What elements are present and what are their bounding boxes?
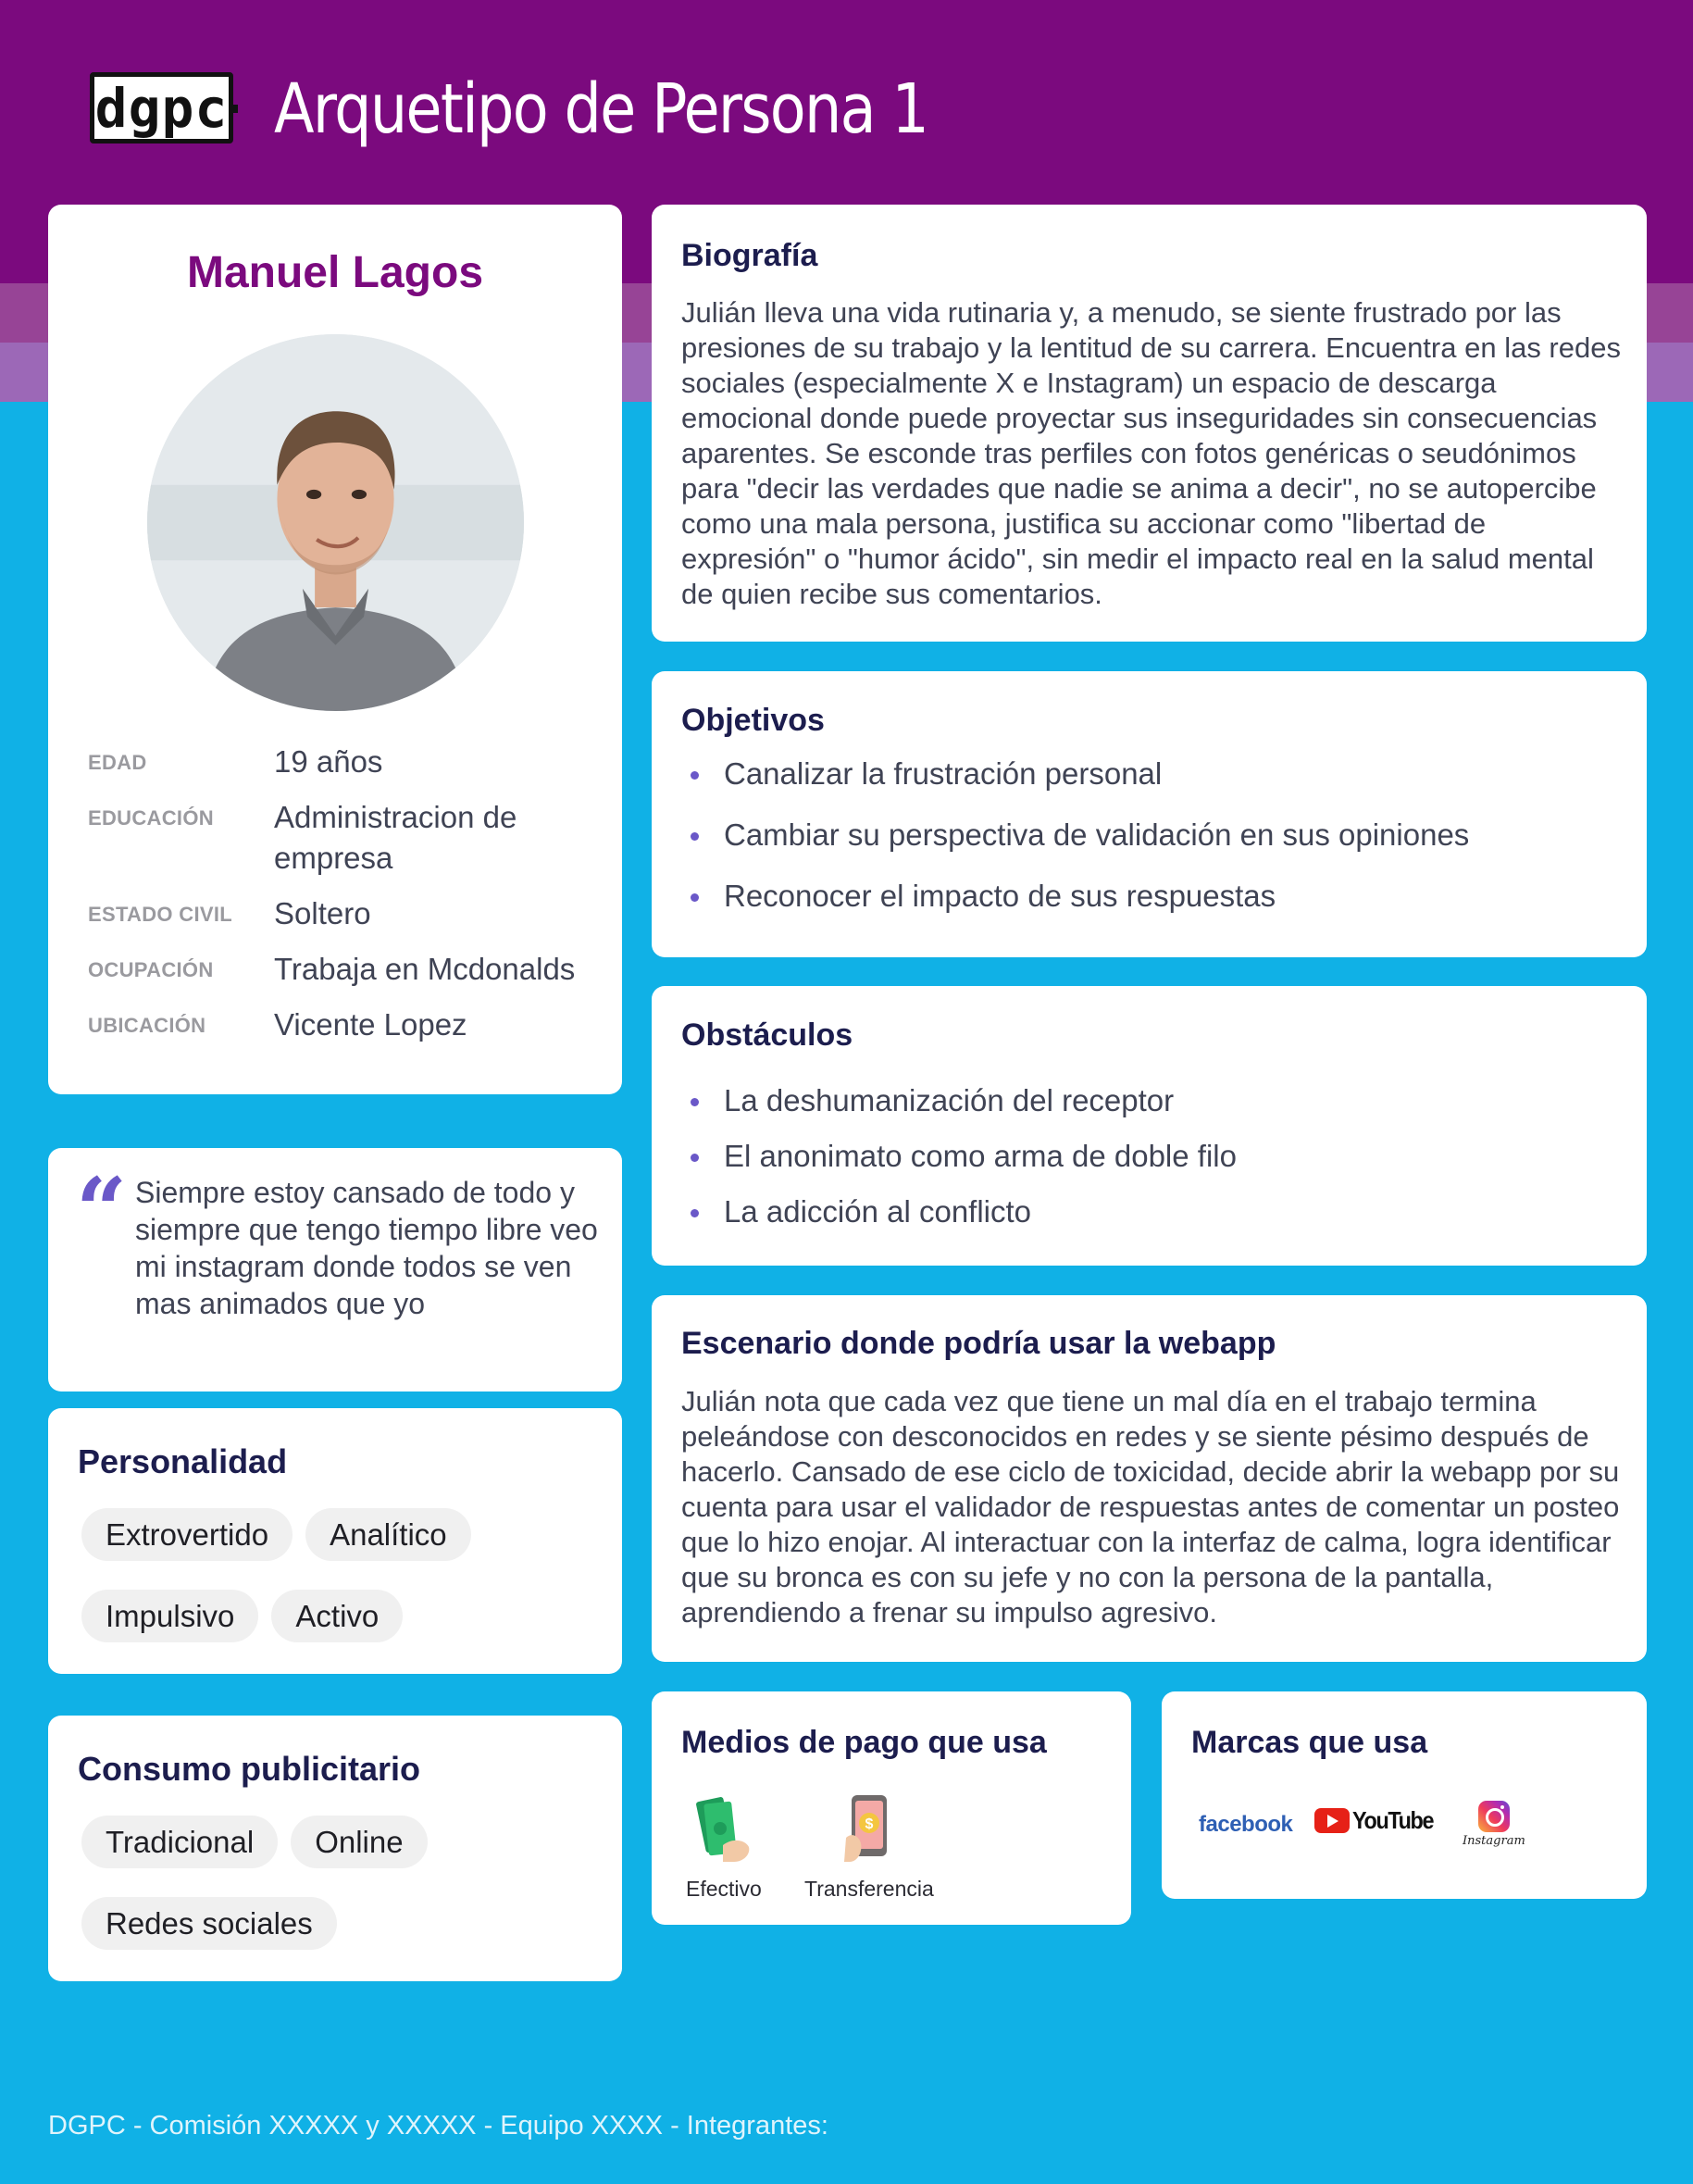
- payment-methods-card: [652, 1691, 1131, 1925]
- instagram-wordmark: Instagram: [1463, 1834, 1525, 1848]
- goal-item: Reconocer el impacto de sus respuestas: [685, 878, 1611, 915]
- ad-consumption-tag: Redes sociales: [81, 1897, 337, 1950]
- youtube-logo: [1314, 1806, 1442, 1835]
- personality-tag: Analítico: [305, 1508, 471, 1561]
- biography-text: Julián lleva una vida rutinaria y, a menudo, se siente frustrado por las presiones de su trabajo y la lentitud de su carrera. Encuentra en las redes sociales (especialmente X e Instagram) un espacio de descarga emocional donde puede proyectar sus inseguridades sin consecuencias aparentes. Se esconde tras perfiles con fotos genéricas o seudónimos para "decir las verdades que nadie se anima a decir", no se autopercibe como una mala persona, justifica su accionar como "libertad de expresión" o "humor ácido", sin medir el impacto real en la salud mental de quien recibe sus comentarios.: [681, 296, 1621, 610]
- profile-card: [48, 205, 622, 1094]
- obstacle-item: La adicción al conflicto: [685, 1193, 1611, 1230]
- fact-label: UBICACIÓN: [88, 1014, 206, 1037]
- obstacle-item: El anonimato como arma de doble filo: [685, 1138, 1611, 1175]
- footer-text: DGPC - Comisión XXXXX y XXXXX - Equipo XXXX - Integrantes:: [48, 2111, 828, 2140]
- fact-row-educacion: [88, 797, 606, 879]
- facebook-logo: facebook: [1199, 1812, 1293, 1837]
- instagram-logo: [1463, 1801, 1525, 1848]
- personality-tag: Activo: [271, 1590, 403, 1642]
- personality-card: [48, 1408, 622, 1674]
- quote-text: Siempre estoy cansado de todo y siempre que tengo tiempo libre veo mi instagram donde todos se ven mas animados que yo: [135, 1176, 598, 1320]
- fact-value: Soltero: [274, 896, 371, 930]
- ad-consumption-tag: Tradicional: [81, 1816, 278, 1868]
- fact-row-estado-civil: [88, 893, 606, 934]
- fact-label: OCUPACIÓN: [88, 958, 214, 981]
- quote-card: [48, 1148, 622, 1392]
- personality-tag: Impulsivo: [81, 1590, 258, 1642]
- fact-value: Administracion de empresa: [274, 800, 517, 875]
- scenario-title: Escenario donde podría usar la webapp: [681, 1326, 1276, 1361]
- ad-consumption-tags: [81, 1816, 600, 1978]
- scenario-text: Julián nota que cada vez que tiene un mal día en el trabajo termina peleándose con desconocidos en redes y se siente pésimo después de hacerlo. Cansado de ese ciclo de toxicidad, decide abrir la webapp por su cuenta para usar el validador de respuestas antes de comentar un posteo que lo hizo enojar. Al interactuar con la interfaz de calma, logra identificar que su bronca es con su jefe y no con la persona de la pantalla, aprendiendo a frenar su impulso agresivo.: [681, 1385, 1620, 1629]
- fact-row-ocupacion: [88, 949, 606, 990]
- fact-label: EDUCACIÓN: [88, 806, 214, 830]
- fact-label: ESTADO CIVIL: [88, 903, 232, 926]
- payment-method-cash: [686, 1791, 762, 1902]
- biography-title: Biografía: [681, 238, 818, 273]
- scenario-card: [652, 1295, 1647, 1662]
- personality-tags: [81, 1508, 600, 1671]
- brands-card: [1162, 1691, 1647, 1899]
- fact-value: Vicente Lopez: [274, 1007, 467, 1042]
- payment-method-transfer: [804, 1791, 934, 1902]
- obstacles-title: Obstáculos: [681, 1017, 853, 1053]
- ad-consumption-card: [48, 1716, 622, 1981]
- avatar-photo: [147, 334, 524, 711]
- obstacles-list: [685, 1082, 1611, 1249]
- biography-card: [652, 205, 1647, 642]
- goals-list: [685, 755, 1611, 939]
- obstacles-card: [652, 986, 1647, 1266]
- goals-card: [652, 671, 1647, 957]
- svg-text:$: $: [865, 1816, 874, 1832]
- payment-method-label: Efectivo: [686, 1877, 762, 1901]
- page-title: Arquetipo de Persona 1: [274, 69, 928, 149]
- cash-icon: [691, 1791, 756, 1864]
- goal-item: Cambiar su perspectiva de validación en sus opiniones: [685, 817, 1611, 854]
- brands-title: Marcas que usa: [1191, 1725, 1428, 1760]
- obstacle-item: La deshumanización del receptor: [685, 1082, 1611, 1119]
- payment-methods-title: Medios de pago que usa: [681, 1725, 1047, 1760]
- fact-label: EDAD: [88, 751, 147, 774]
- persona-name: Manuel Lagos: [186, 248, 484, 297]
- fact-value: Trabaja en Mcdonalds: [274, 952, 576, 986]
- goal-item: Canalizar la frustración personal: [685, 755, 1611, 792]
- persona-facts: [88, 742, 606, 1060]
- ad-consumption-tag: Online: [291, 1816, 427, 1868]
- personality-tag: Extrovertido: [81, 1508, 293, 1561]
- fact-row-ubicacion: [88, 1005, 606, 1045]
- goals-title: Objetivos: [681, 703, 825, 738]
- youtube-play-icon: [1314, 1808, 1350, 1833]
- quote-mark-icon: “: [76, 1158, 128, 1263]
- fact-value: 19 años: [274, 744, 383, 779]
- fact-row-edad: [88, 742, 606, 782]
- dgpc-logo: dgpc: [90, 72, 233, 144]
- youtube-wordmark: YouTube: [1352, 1806, 1434, 1834]
- payment-method-label: Transferencia: [804, 1877, 934, 1901]
- personality-title: Personalidad: [78, 1442, 288, 1480]
- avatar: [147, 334, 524, 711]
- phone-payment-icon: [837, 1791, 902, 1864]
- instagram-icon: [1478, 1801, 1510, 1832]
- ad-consumption-title: Consumo publicitario: [78, 1750, 421, 1788]
